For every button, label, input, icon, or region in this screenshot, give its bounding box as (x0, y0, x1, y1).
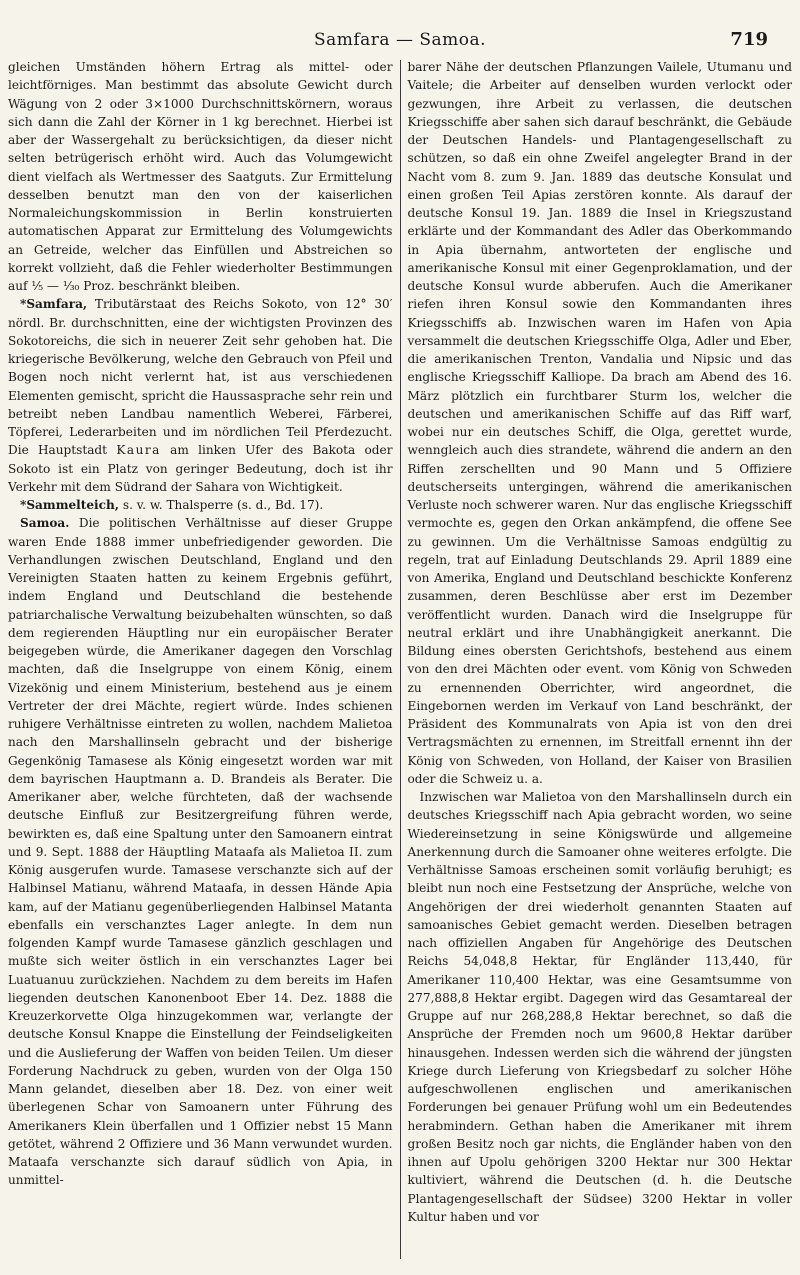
right-column (400, 58, 792, 1263)
headword-samfara: *Samfara, (20, 297, 88, 312)
left-column (8, 58, 400, 1263)
entry-sammelteich (8, 496, 393, 514)
headword-sammelteich: *Sammelteich, (20, 498, 120, 512)
entry-samfara-text-2: am linken Ufer des Bakota oder Sokoto ist ein Platz von geringer Bedeutung, doch ist ihr Verkehr mit dem Südrand der Sahara von Wichtigkeit. (8, 443, 393, 494)
entry-samfara-text: Tributärstaat des Reichs Sokoto, von 12° 30′ nördl. Br. durchschnitten, eine der wichtigsten Provinzen des Sokotoreichs, die sich in neuerer Zeit sehr gehoben hat. Die kriegerische Bevölkerung, welche den Gebrauch von Pfeil und Bogen noch nicht verlernt hat, ist aus verschiedenen Elementen gemischt, spricht die Haussasprache sehr rein und betreibt neben Landbau namentlich Weberei, Färberei, Töpferei, Lederarbeiten und im nördlichen Teil Pferdezucht. Die Hauptstadt (8, 297, 393, 458)
paragraph-malietoa: Inzwischen war Malietoa von den Marshallinseln durch ein deutsches Kriegsschiff nach Apia gebracht worden, wo seine Wiedereinsetzung in seine Königswürde und allgemeine Anerkennung durch die Samoaner ohne weiteres erfolgte. Die Verhältnisse Samoas erscheinen somit vorläufig beruhigt; es bleibt nun noch eine Festsetzung der Ansprüche, welche von Angehörigen der drei wiederholt genannten Staaten auf samoanisches Gebiet gemacht werden. Dieselben betragen nach offiziellen Angaben für Angehörige des Deutschen Reichs 54,048,8 Hektar, für Engländer 113,440, für Amerikaner 110,400 Hektar, was eine Gesamtsumme von 277,888,8 Hektar ergibt. Dagegen wird das Gesamtareal der Gruppe auf nur 268,288,8 Hektar berechnet, so daß die Ansprüche der Fremden noch um 9600,8 Hektar darüber hinausgehen. Indessen werden sich die während der jüngsten Kriege durch Lieferung von Kriegsbedarf zu solcher Höhe aufgeschwollenen englischen und amerikanischen Forderungen bei genauer Prüfung wohl um ein Bedeutendes herabmindern. Gethan haben die Amerikaner mit ihrem großen Besitz noch gar nichts, die Engländer haben von den ihnen auf Upolu gehörigen 3200 Hektar nur 300 Hektar kultiviert, während die Deutschen (d. h. die Deutsche Plantagengesellschaft der Südsee) 3200 Hektar in voller Kultur haben und vor (407, 790, 792, 1224)
text-columns (8, 58, 792, 1263)
page-number: 719 (730, 29, 768, 50)
entry-samoa (8, 514, 393, 1189)
paragraph-saatgut: gleichen Umständen höhern Ertrag als mittel- oder leichtförniges. Man bestimmt das absolute Gewicht durch Wägung von 2 oder 3×1000 Durchschnittskörnern, woraus sich dann die Zahl der Körner in 1 kg berechnet. Hierbei ist aber der Wassergehalt zu berücksichtigen, da dieser nicht selten betrügerisch erhöht wird. Auch das Volumgewicht dient vielfach als Wertmesser des Saatguts. Zur Ermittelung desselben benutzt man den von der kaiserlichen Normaleichungskommission in Berlin konstruierten automatischen Apparat zur Ermittelung des Volumgewichts an Getreide, welcher das Einfüllen und Abstreichen so korrekt vollzieht, daß die Fehler wiederholter Bestimmungen auf ⅕ — ¹⁄₃₀ Proz. beschränkt bleiben. (8, 60, 393, 293)
page-header (8, 0, 792, 58)
headword-samoa: Samoa. (20, 516, 70, 531)
entry-samfara (8, 295, 393, 496)
entry-sammelteich-text: s. v. w. Thalsperre (s. d., Bd. 17). (119, 498, 324, 512)
running-title: Samfara — Samoa. (313, 30, 487, 50)
entry-samoa-text: Die politischen Verhältnisse auf dieser Gruppe waren Ende 1888 immer unbefriedigender geworden. Die Verhandlungen zwischen Deutschland, England und den Vereinigten Staaten hatten zu keinem Ergebnis geführt, indem England und Deutschland die bestehende patriarchalische Verwaltung beizubehalten wünschten, so daß dem regierenden Häuptling nur ein europäischer Berater beigegeben würde, die Amerikaner dagegen den Vorschlag machten, daß die Inselgruppe von einem König, einem Vizekönig und einem Ministerium, bestehend aus je einem Vertreter der drei Mächte, regiert würde. Indes schienen ruhigere Verhältnisse eintreten zu wollen, nachdem Malietoa nach den Marshallinseln gebracht und der bisherige Gegenkönig Tamasese als König eingesetzt worden war mit dem bayrischen Hauptmann a. D. Brandeis als Berater. Die Amerikaner aber, welche fürchteten, daß der wachsende deutsche Einfluß zur Besitzergreifung führen werde, bewirkten es, daß eine Spaltung unter den Samoanern eintrat und 9. Sept. 1888 der Häuptling Mataafa als Malietoa II. zum König ausgerufen wurde. Tamasese verschanzte sich auf der Halbinsel Matianu, während Mataafa, in dessen Hände Apia kam, auf der Matianu gegenüberliegenden Halbinsel Matanta ebenfalls ein verschanztes Lager anlegte. In dem nun folgenden Kampf wurde Tamasese gänzlich geschlagen und mußte sich weiter östlich in ein verschanztes Lager bei Luatuanuu zurückziehen. Nachdem zu dem bereits im Hafen liegenden deutschen Kanonenboot Eber 14. Dez. 1888 die Kreuzerkorvette Olga hinzugekommen war, verlangte der deutsche Konsul Knappe die Einstellung der Feindseligkeiten und die Auslieferung der Waffen von beiden Teilen. Um dieser Forderung Nachdruck zu geben, wurden von der Olga 150 Mann gelandet, dieselben aber 18. Dez. von einer weit überlegenen Schar von Samoanern unter Führung des Amerikaners Klein überfallen und 1 Offizier nebst 15 Mann getötet, während 2 Offiziere und 36 Mann verwundet wurden. Mataafa verschanzte sich darauf südlich von Apia, in unmittel- (8, 516, 393, 1188)
paragraph-samoa-continued: barer Nähe der deutschen Pflanzungen Vailele, Utumanu und Vaitele; die Arbeiter auf denselben wurden verlockt oder gezwungen, ihre Arbeit zu verlassen, die deutschen Kriegsschiffe aber sahen sich darauf beschränkt, die Gebäude der Deutschen Handels- und Plantagengesellschaft zu schützen, so daß ein ohne Zweifel angelegter Brand in der Nacht vom 8. zum 9. Jan. 1889 das deutsche Konsulat und einen großen Teil Apias zerstören konnte. Als darauf der deutsche Konsul 19. Jan. 1889 die Insel in Kriegszustand erklärte und der Kommandant des Adler das Oberkommando in Apia übernahm, antworteten der englische und amerikanische Konsul mit einer Gegenproklamation, und der deutsche Konsul wurde abberufen. Auch die Amerikaner riefen ihren Konsul sowie den Kommandanten ihres Kriegsschiffs ab. Inzwischen waren im Hafen von Apia versammelt die deutschen Kriegsschiffe Olga, Adler und Eber, die amerikanischen Trenton, Vandalia und Nipsic und das englische Kriegsschiff Kalliope. Da brach am Abend des 16. März plötzlich ein furchtbarer Sturm los, welcher die deutschen und amerikanischen Schiffe auf das Riff warf, wobei nur ein deutsches Schiff, die Olga, gerettet wurde, wenngleich auch dies strandete, während die andern an den Riffen zerschellten und 90 Mann und 5 Offiziere deutscherseits untergingen, während die amerikanischen Verluste noch schwerer waren. Nur das englische Kriegsschiff vermochte es, gegen den Orkan ankämpfend, die offene See zu gewinnen. Um die Verhältnisse Samoas endgültig zu regeln, trat auf Einladung Deutschlands 29. April 1889 eine von Amerika, England und Deutschland beschickte Konferenz zusammen, deren Beschlüsse aber erst im Dezember veröffentlicht wurden. Danach wird die Inselgruppe für neutral erklärt und ihre Unabhängigkeit anerkannt. Die Bildung eines obersten Gerichtshofs, bestehend aus einem von den drei Mächten oder event. vom König von Schweden zu ernennenden Oberrichter, wird angeordnet, die Eingebornen werden im Verkauf von Land beschränkt, der Präsident des Kommunalrats von Apia ist von den drei Vertragsmächten zu ernennen, im Streitfall ernennt ihn der König von Schweden, von Holland, der Kaiser von Brasilien oder die Schweiz u. a. (407, 60, 792, 786)
place-kaura: Kaura (116, 443, 161, 458)
